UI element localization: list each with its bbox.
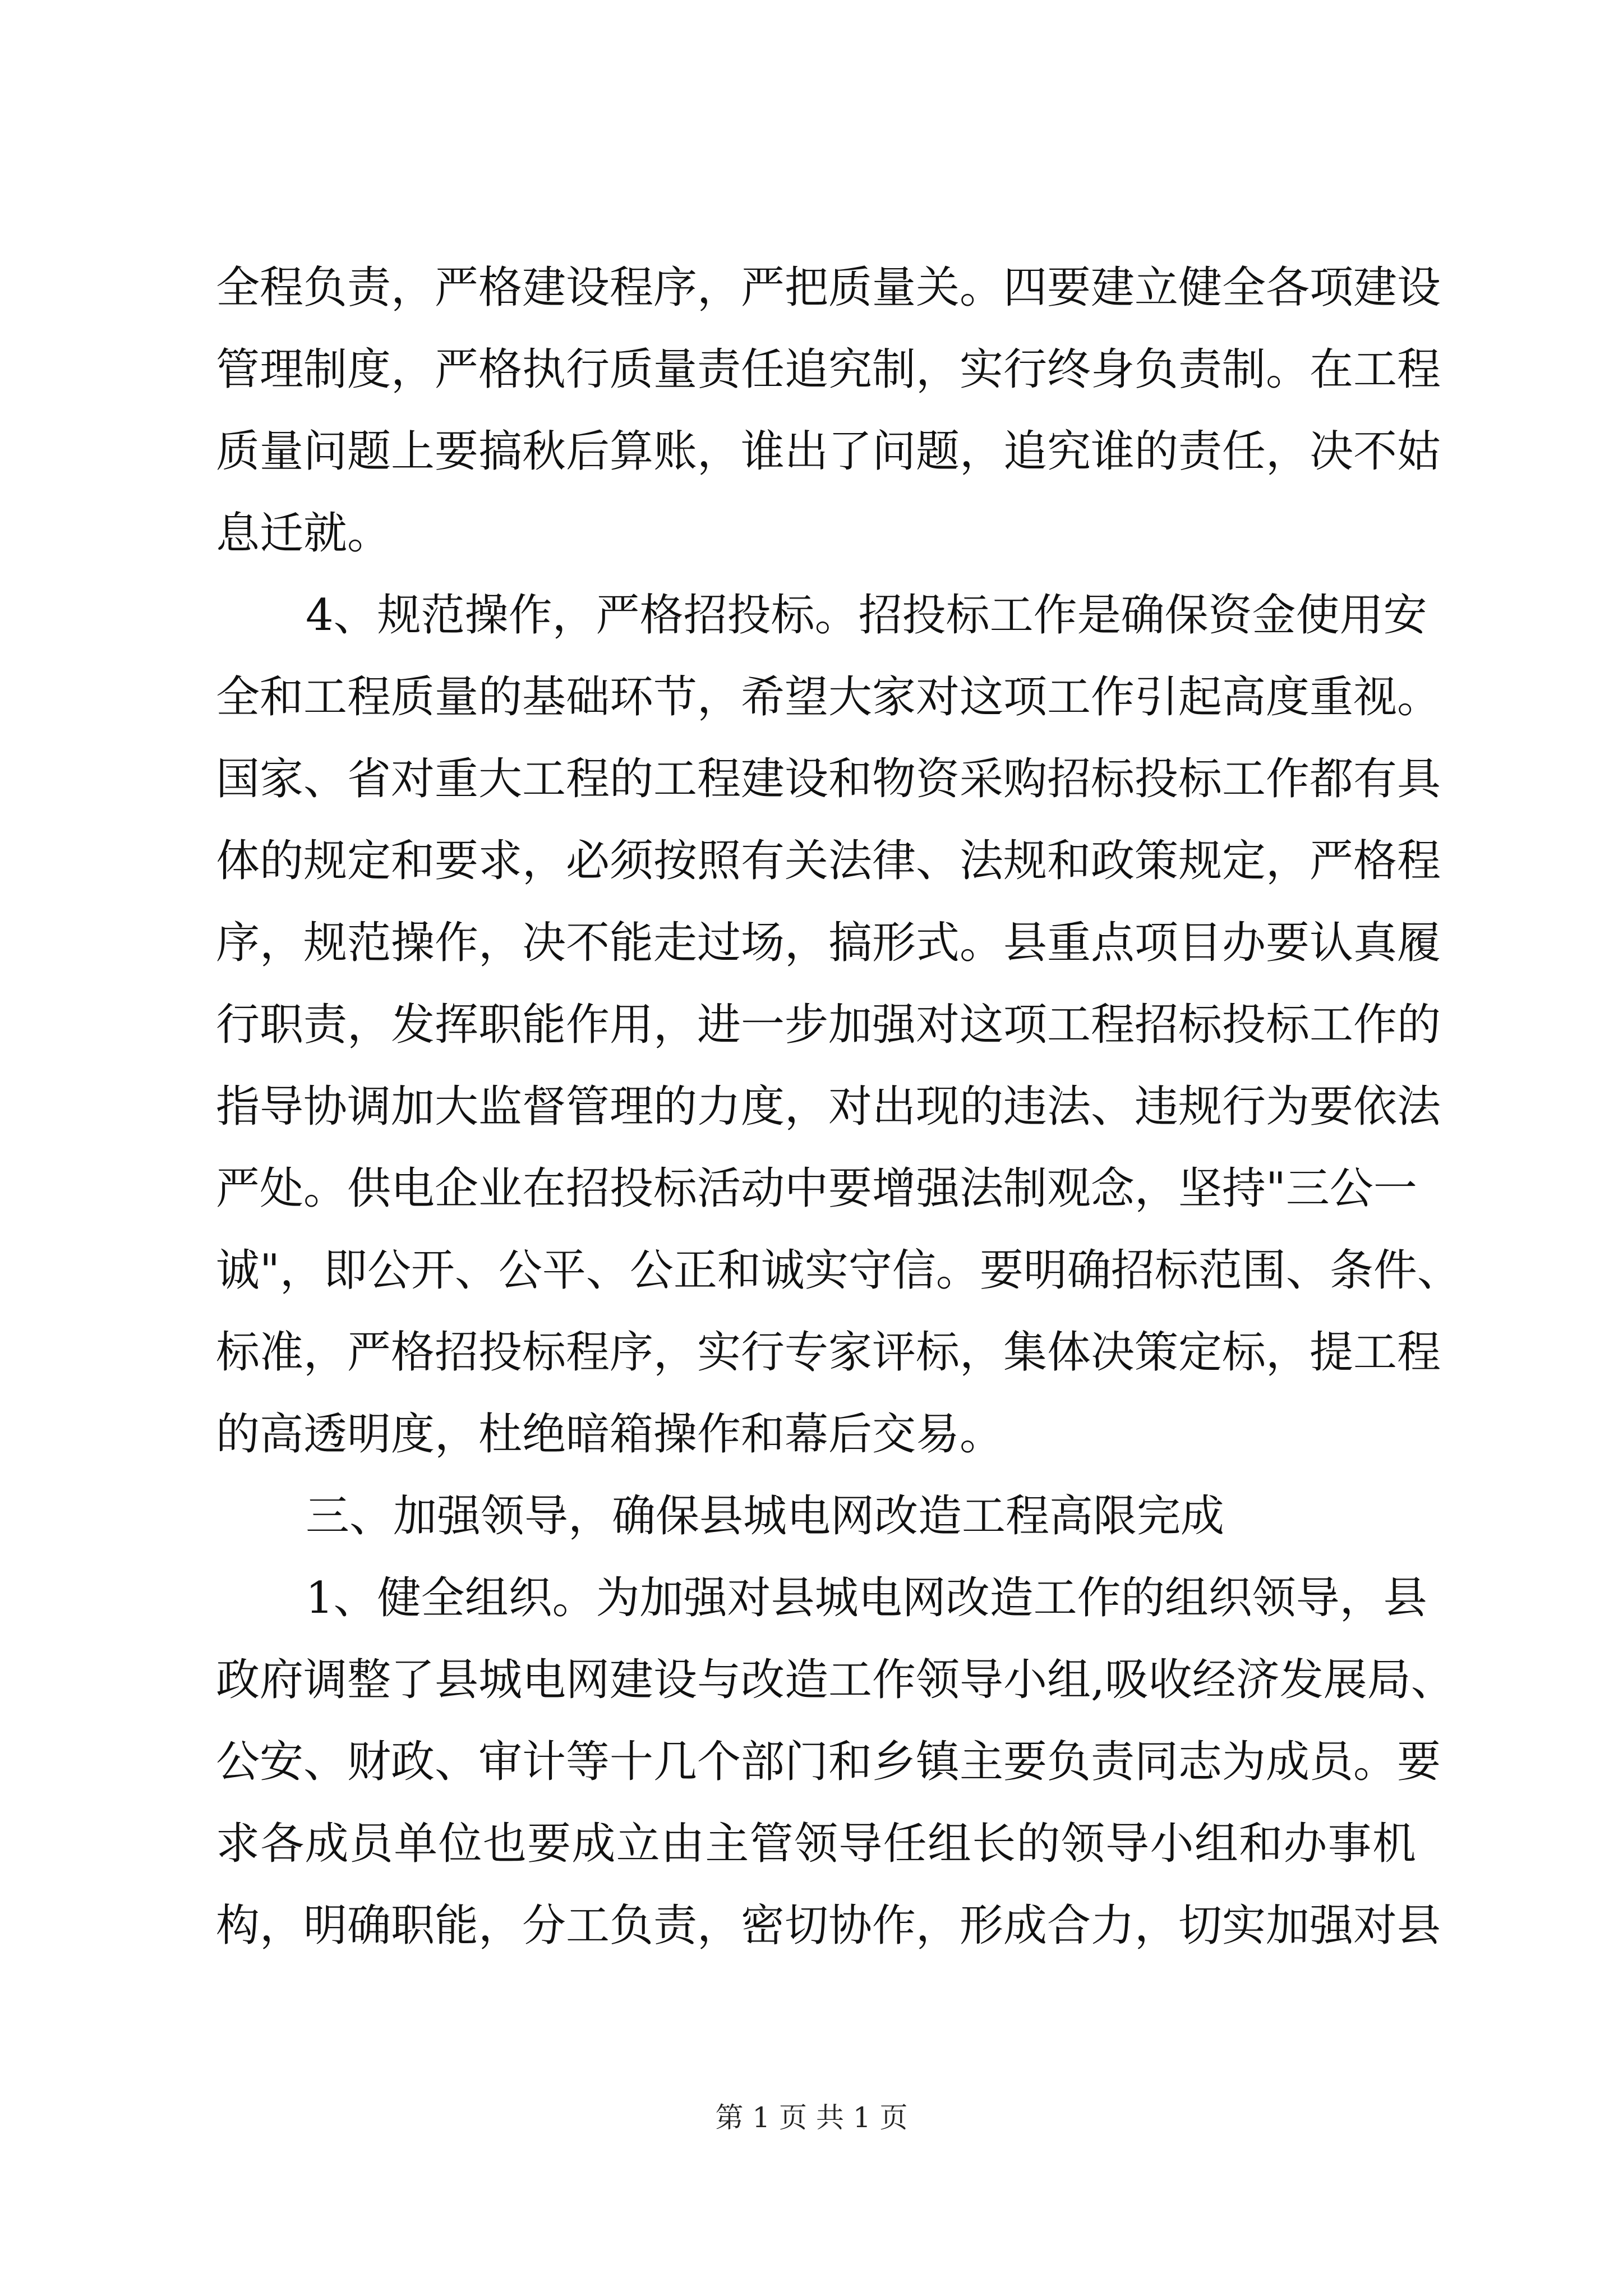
text-line: 标准，严格招投标程序，实行专家评标，集体决策定标，提工程 xyxy=(216,1327,1441,1378)
text-line: 息迁就。 xyxy=(216,508,391,559)
text-line: 国家、省对重大工程的工程建设和物资采购招标投标工作都有具 xyxy=(216,754,1441,804)
text-line: 质量问题上要搞秋后算账，谁出了问题，追究谁的责任，决不姑 xyxy=(216,426,1441,477)
text-line: 管理制度，严格执行质量责任追究制，实行终身负责制。在工程 xyxy=(216,344,1441,395)
text-line: 严处。供电企业在招投标活动中要增强法制观念，坚持"三公一 xyxy=(216,1163,1417,1214)
text-line: 公安、财政、审计等十几个部门和乡镇主要负责同志为成员。要 xyxy=(216,1737,1441,1787)
text-line: 的高透明度，杜绝暗箱操作和幕后交易。 xyxy=(216,1409,1004,1460)
text-line: 1、健全组织。为加强对县城电网改造工作的组织领导，县 xyxy=(306,1573,1427,1623)
text-line: 全程负责，严格建设程序，严把质量关。四要建立健全各项建设 xyxy=(216,263,1441,313)
text-line: 序，规范操作，决不能走过场，搞形式。县重点项目办要认真履 xyxy=(216,918,1441,968)
text-line: 诚"，即公开、公平、公正和诚实守信。要明确招标范围、条件、 xyxy=(216,1245,1461,1296)
text-line: 指导协调加大监督管理的力度，对出现的违法、违规行为要依法 xyxy=(216,1082,1441,1132)
text-line: 构，明确职能，分工负责，密切协作，形成合力，切实加强对县 xyxy=(216,1901,1441,1951)
text-line: 全和工程质量的基础环节，希望大家对这项工作引起高度重视。 xyxy=(216,672,1441,723)
text-line: 行职责，发挥职能作用，进一步加强对这项工程招标投标工作的 xyxy=(216,1000,1441,1050)
text-line: 4、规范操作，严格招投标。招投标工作是确保资金使用安 xyxy=(306,590,1427,641)
page-number-footer: 第 1 页 共 1 页 xyxy=(715,2101,908,2134)
text-line: 求各成员单位也要成立由主管领导任组长的领导小组和办事机 xyxy=(216,1819,1416,1869)
text-line: 政府调整了县城电网建设与改造工作领导小组,吸收经济发展局、 xyxy=(216,1655,1455,1705)
document-body xyxy=(216,247,1461,1967)
text-line: 体的规定和要求，必须按照有关法律、法规和政策规定，严格程 xyxy=(216,836,1441,886)
section-heading: 三、加强领导，确保县城电网改造工程高限完成 xyxy=(306,1491,1225,1542)
